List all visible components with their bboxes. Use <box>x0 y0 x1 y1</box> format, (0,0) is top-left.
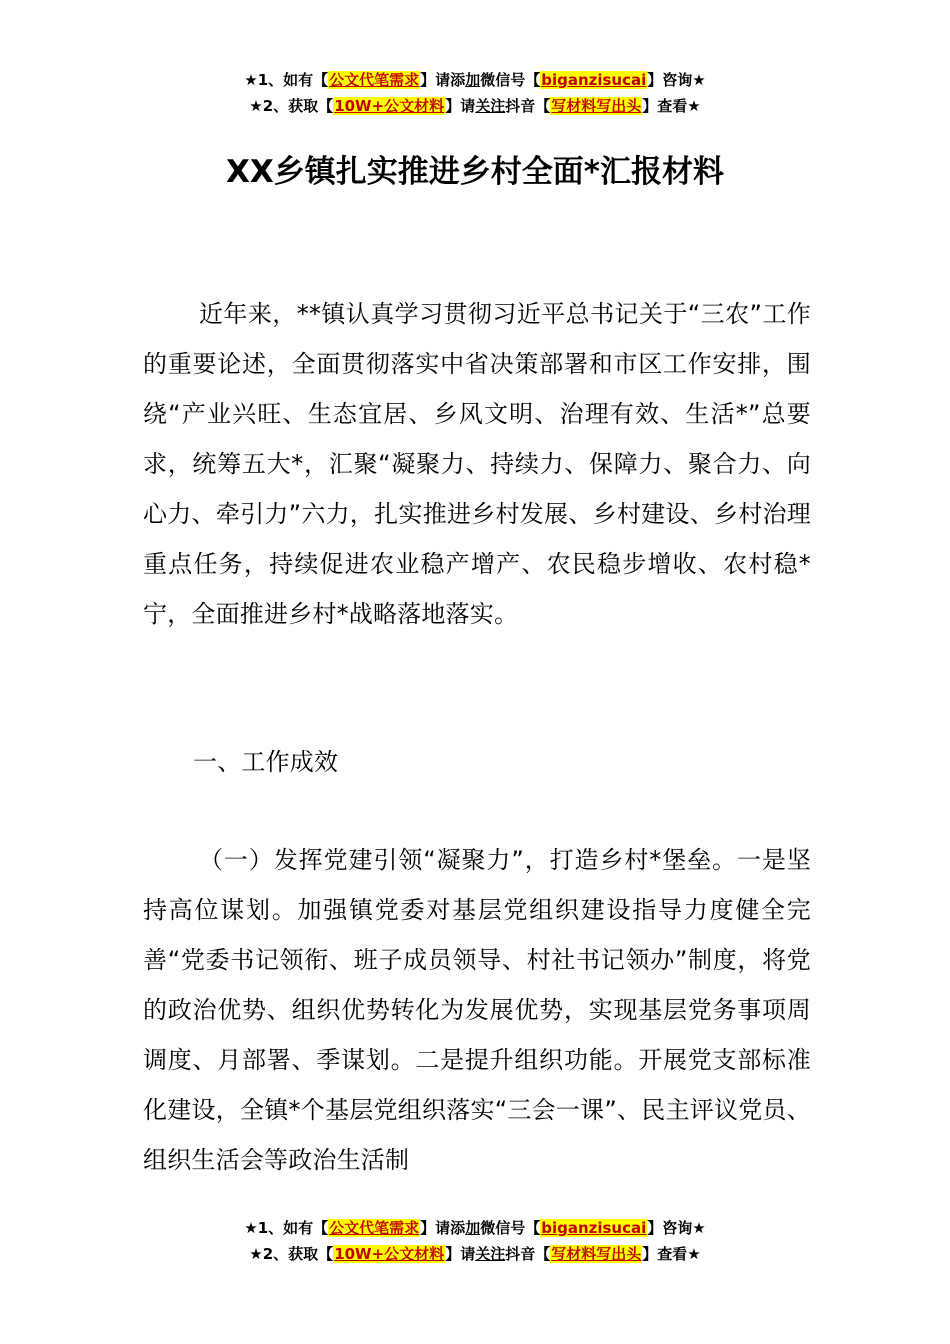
banner-text: ★2、获取【 <box>249 1245 334 1263</box>
section-heading-block <box>143 737 811 787</box>
section-paragraph: （一）发挥党建引领“凝聚力”，打造乡村*堡垒。一是坚持高位谋划。加强镇党委对基层党组织建设指导力度健全完善“党委书记领衔、班子成员领导、村社书记领办”制度，将党的政治优势、组织优势转化为发展优势，实现基层党务事项周调度、月部署、季谋划。二是提升组织功能。开展党支部标准化建设，全镇*个基层党组织落实“三会一课”、民主评议党员、组织生活会等政治生活制 <box>143 846 811 1174</box>
banner-underline: 加 <box>465 1219 481 1237</box>
banner-underline: 关注 <box>475 1245 506 1263</box>
banner-text: 】查看★ <box>642 97 701 115</box>
banner-underline: 关注 <box>475 97 506 115</box>
banner-text: 抖音【 <box>505 1245 551 1263</box>
banner-highlight: 10W+公文材料 <box>334 97 445 115</box>
banner-text: 】请 <box>445 1245 476 1263</box>
banner-underline: 加 <box>465 71 481 89</box>
banner-text: 】咨询★ <box>647 1219 706 1237</box>
section-heading: 一、工作成效 <box>193 748 339 776</box>
banner-highlight: 10W+公文材料 <box>334 1245 445 1263</box>
banner-text: 微信号【 <box>480 1219 541 1237</box>
banner-line-2 <box>0 1241 950 1267</box>
footer-banner <box>0 1215 950 1267</box>
banner-highlight: biganzisucai <box>541 71 647 89</box>
banner-text: 】请添 <box>420 71 466 89</box>
intro-paragraph: 近年来，**镇认真学习贯彻习近平总书记关于“三农”工作的重要论述，全面贯彻落实中省决策部署和市区工作安排，围绕“产业兴旺、生态宜居、乡风文明、治理有效、生活*”总要求，统筹五大*，汇聚“凝聚力、持续力、保障力、聚合力、向心力、牵引力”六力，扎实推进乡村发展、乡村建设、乡村治理重点任务，持续促进农业稳产增产、农民稳步增收、农村稳*宁，全面推进乡村*战略落地落实。 <box>143 300 811 628</box>
section-paragraph-block <box>143 835 811 1185</box>
banner-highlight: 公文代笔需求 <box>329 71 420 89</box>
banner-text: 】查看★ <box>642 1245 701 1263</box>
intro-paragraph-block <box>143 289 811 639</box>
banner-text: 抖音【 <box>505 97 551 115</box>
banner-highlight: biganzisucai <box>541 1219 647 1237</box>
banner-text: 】请添 <box>420 1219 466 1237</box>
banner-text: ★2、获取【 <box>249 97 334 115</box>
banner-text: ★1、如有【 <box>244 71 329 89</box>
header-banner <box>0 67 950 119</box>
banner-highlight: 写材料写出头 <box>551 97 642 115</box>
banner-text: 】咨询★ <box>647 71 706 89</box>
banner-text: 】请 <box>445 97 476 115</box>
banner-line-2 <box>0 93 950 119</box>
banner-line-1 <box>0 1215 950 1241</box>
banner-text: 微信号【 <box>480 71 541 89</box>
banner-highlight: 公文代笔需求 <box>329 1219 420 1237</box>
banner-text: ★1、如有【 <box>244 1219 329 1237</box>
banner-highlight: 写材料写出头 <box>551 1245 642 1263</box>
document-title: XX乡镇扎实推进乡村全面*汇报材料 <box>225 154 724 190</box>
banner-line-1 <box>0 67 950 93</box>
